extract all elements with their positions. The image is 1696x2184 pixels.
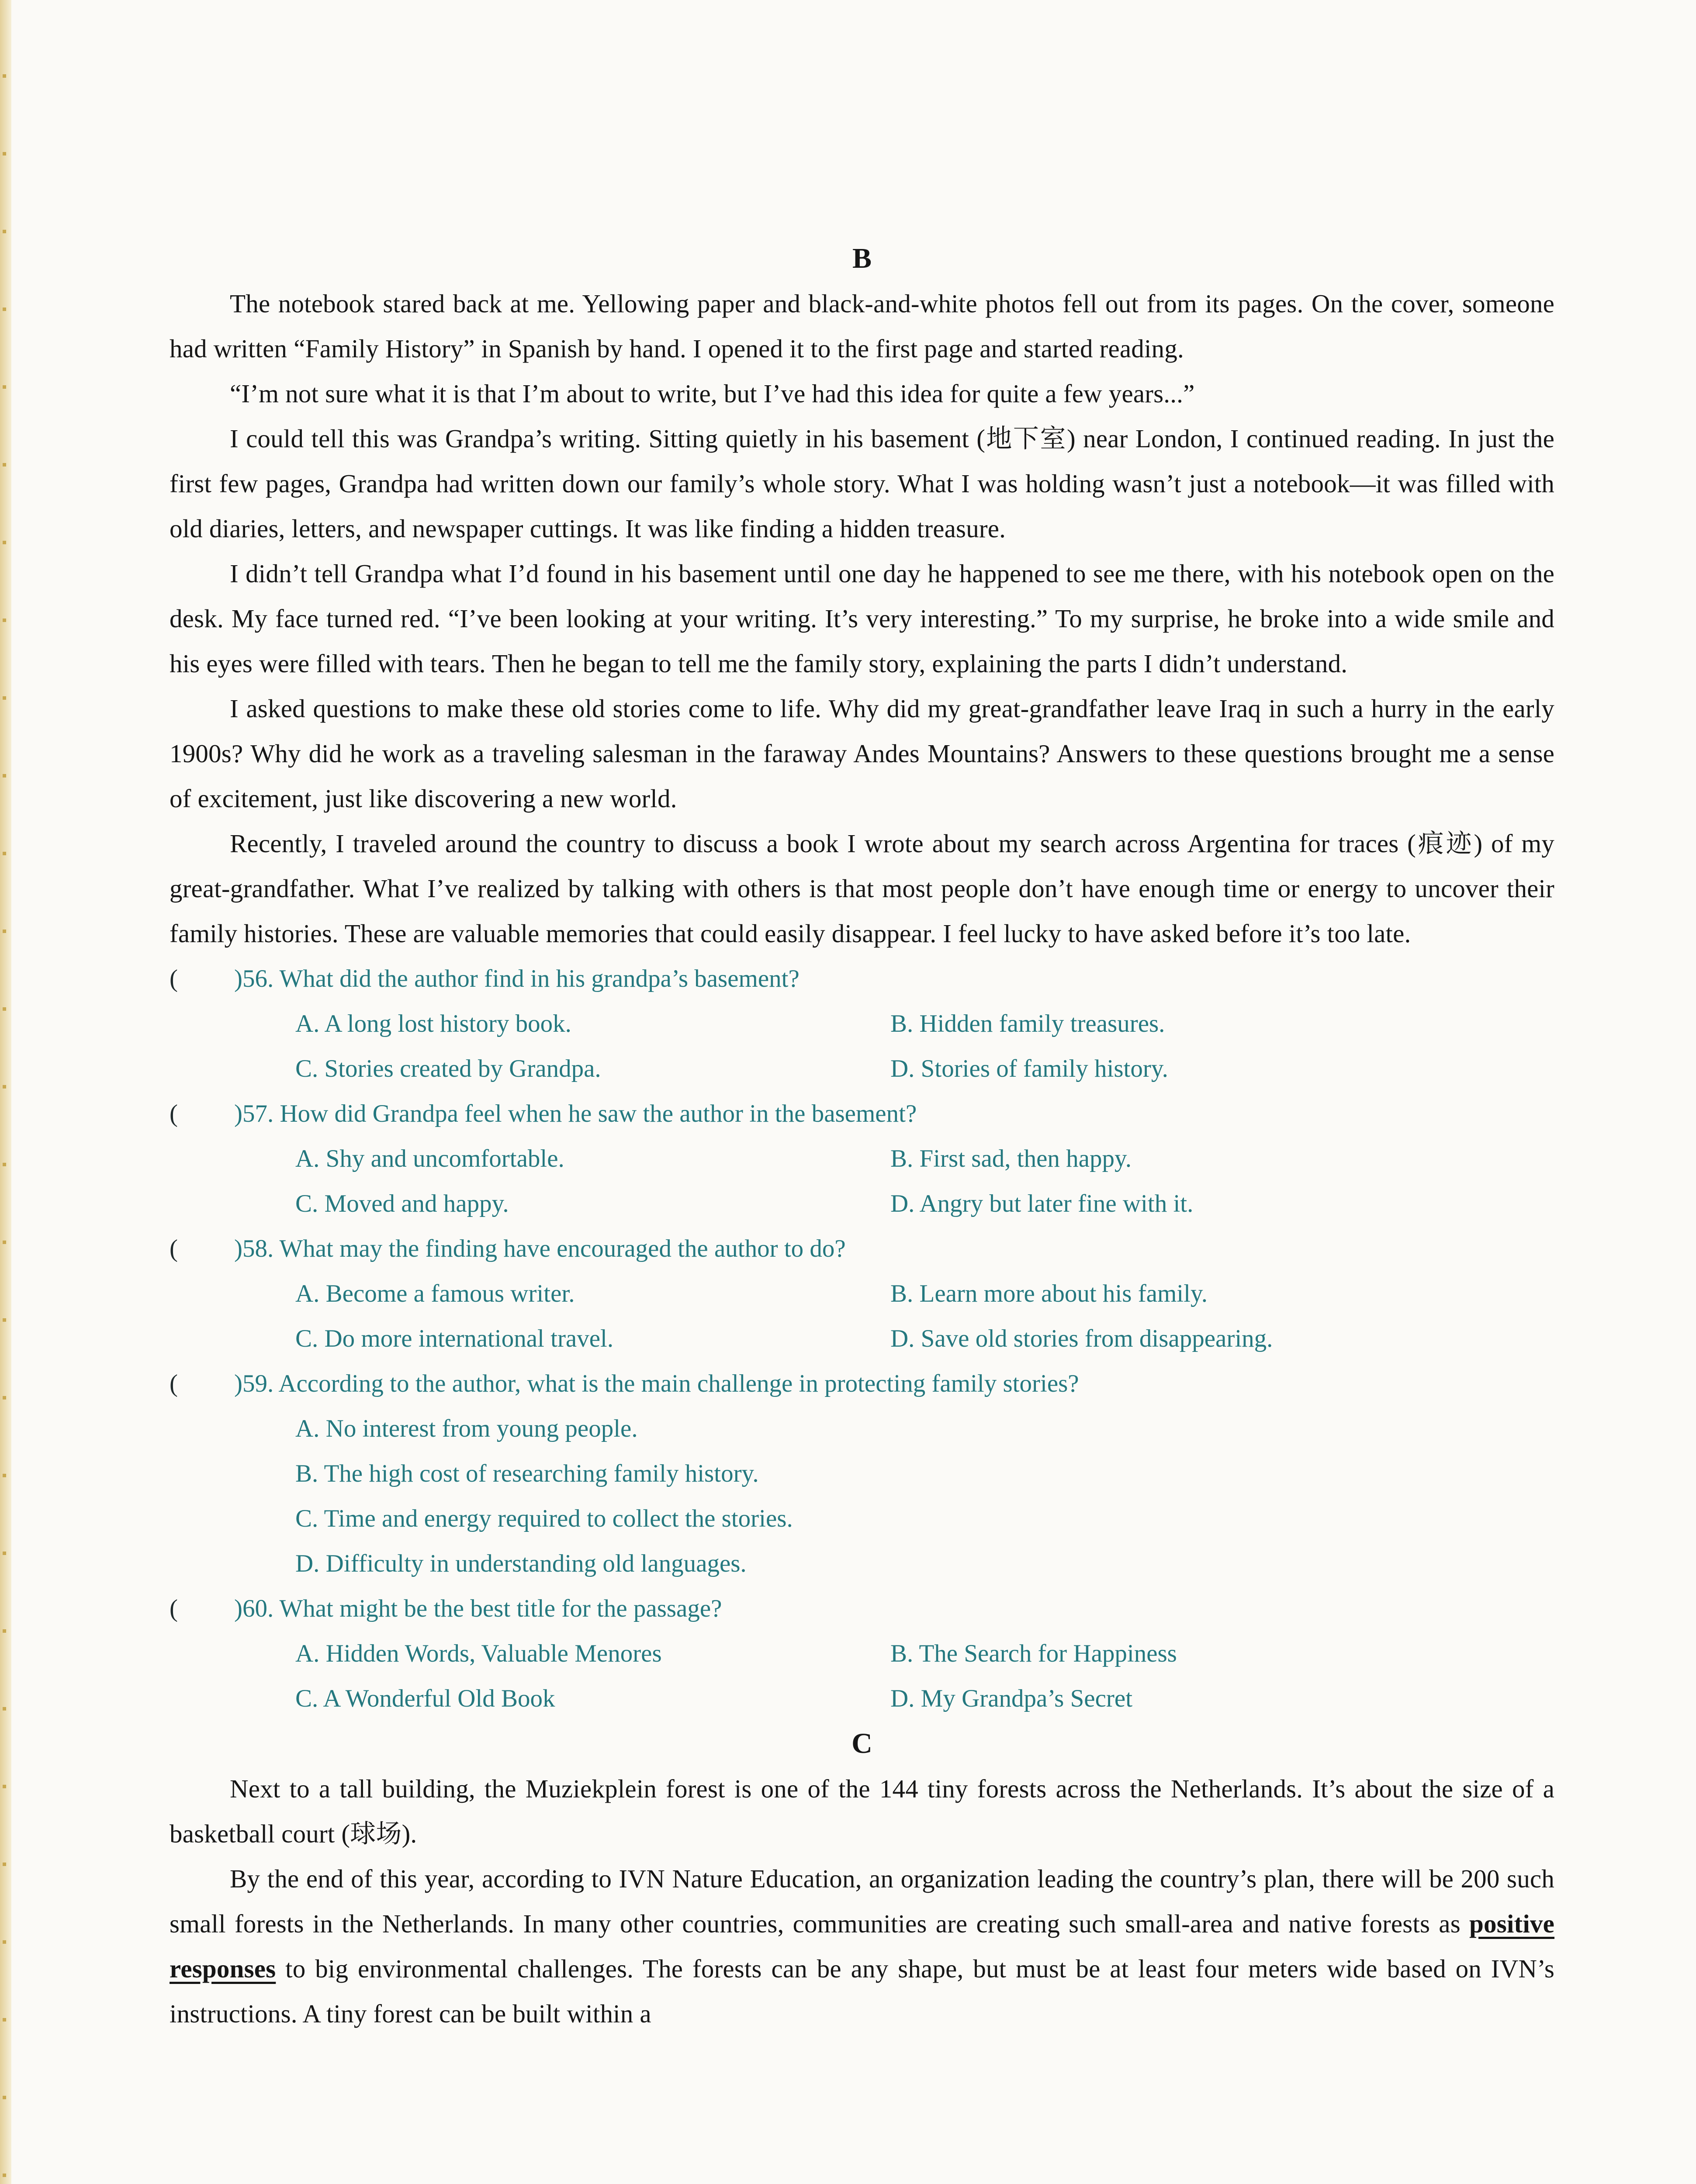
- option-b: B. The high cost of researching family history.: [295, 1460, 759, 1487]
- answer-blank[interactable]: (: [170, 965, 178, 992]
- option-d: D. Difficulty in understanding old languages.: [295, 1550, 747, 1577]
- section-c-heading: C: [851, 1728, 872, 1759]
- option-c: C. Moved and happy.: [295, 1190, 509, 1217]
- option-row: [170, 1676, 1554, 1721]
- passage-b-paragraph: Recently, I traveled around the country to discuss a book I wrote about my search across Argentina for traces (痕迹) of my great-grandfather. What I’ve realized by talking with others is that most people don’t have enough time or energy to uncover their family histories. These are valuable memories that could easily disappear. I feel lucky to have asked before it’s too late.: [170, 829, 1554, 948]
- passage-text: to big environmental challenges. The forests can be any shape, but must be at least four meters wide based on IVN’s instructions. A tiny forest can be built within a: [170, 1954, 1554, 2028]
- question-text: )60. What might be the best title for the passage?: [234, 1595, 722, 1622]
- option-b: B. The Search for Happiness: [890, 1640, 1177, 1667]
- option-row: [170, 1271, 1554, 1316]
- answer-blank[interactable]: (: [170, 1100, 178, 1127]
- option-d: D. Angry but later fine with it.: [890, 1190, 1194, 1217]
- option-row: [170, 1541, 1554, 1586]
- question-text: )57. How did Grandpa feel when he saw the author in the basement?: [234, 1100, 917, 1127]
- option-row: [170, 1451, 1554, 1496]
- option-row: [170, 1181, 1554, 1226]
- question-text: )58. What may the finding have encouraged the author to do?: [234, 1235, 846, 1262]
- answer-blank[interactable]: (: [170, 1235, 178, 1262]
- question-text: )56. What did the author find in his grandpa’s basement?: [234, 965, 800, 992]
- option-row: [170, 1001, 1554, 1046]
- binding-marks: [3, 0, 6, 2184]
- passage-b-paragraph: I asked questions to make these old stories come to life. Why did my great-grandfather leave Iraq in such a hurry in the early 1900s? Why did he work as a traveling salesman in the faraway Andes Mountains? Answers to these questions brought me a sense of excitement, just like discovering a new world.: [170, 694, 1554, 813]
- page-content: [170, 236, 1554, 2036]
- answer-blank[interactable]: (: [170, 1595, 178, 1622]
- option-d: D. Save old stories from disappearing.: [890, 1325, 1273, 1352]
- option-d: D. Stories of family history.: [890, 1055, 1168, 1082]
- option-row: [170, 1046, 1554, 1091]
- option-c: C. Stories created by Grandpa.: [295, 1055, 601, 1082]
- question-59: [170, 1361, 1554, 1406]
- option-row: [170, 1631, 1554, 1676]
- answer-blank[interactable]: (: [170, 1370, 178, 1397]
- option-row: [170, 1496, 1554, 1541]
- option-row: [170, 1406, 1554, 1451]
- option-row: [170, 1316, 1554, 1361]
- option-b: B. First sad, then happy.: [890, 1145, 1132, 1172]
- question-56: [170, 956, 1554, 1001]
- option-a: A. Shy and uncomfortable.: [295, 1145, 564, 1172]
- passage-text: By the end of this year, according to IVN Nature Education, an organization leading the country’s plan, there will be 200 such small forests in the Netherlands. In many other countries, communities are creating such small-area and native forests as: [170, 1864, 1554, 1938]
- passage-b-paragraph: I didn’t tell Grandpa what I’d found in his basement until one day he happened to see me there, with his notebook open on the desk. My face turned red. “I’ve been looking at your writing. It’s very interesting.” To my surprise, he broke into a wide smile and his eyes were filled with tears. Then he began to tell me the family story, explaining the parts I didn’t understand.: [170, 559, 1554, 678]
- binding-edge: [0, 0, 11, 2184]
- option-a: A. Hidden Words, Valuable Menores: [295, 1640, 662, 1667]
- option-c: C. Time and energy required to collect the stories.: [295, 1505, 793, 1532]
- question-57: [170, 1091, 1554, 1136]
- section-b-heading: B: [852, 242, 872, 274]
- question-block: [170, 956, 1554, 1721]
- option-d: D. My Grandpa’s Secret: [890, 1685, 1133, 1712]
- passage-c-paragraph: [170, 1856, 1554, 2036]
- option-a: A. A long lost history book.: [295, 1010, 571, 1037]
- option-a: A. No interest from young people.: [295, 1415, 638, 1442]
- passage-b-paragraph: “I’m not sure what it is that I’m about to write, but I’ve had this idea for quite a few years...”: [230, 379, 1195, 408]
- option-a: A. Become a famous writer.: [295, 1280, 575, 1307]
- passage-c-paragraph: Next to a tall building, the Muziekplein forest is one of the 144 tiny forests across the Netherlands. It’s about the size of a basketball court (球场).: [170, 1774, 1554, 1848]
- option-b: B. Hidden family treasures.: [890, 1010, 1165, 1037]
- option-c: C. Do more international travel.: [295, 1325, 614, 1352]
- underlined-phrase: positive responses: [170, 1909, 1554, 1983]
- passage-b-paragraph: The notebook stared back at me. Yellowing paper and black-and-white photos fell out from its pages. On the cover, someone had written “Family History” in Spanish by hand. I opened it to the first page and started reading.: [170, 289, 1554, 363]
- option-row: [170, 1136, 1554, 1181]
- option-c: C. A Wonderful Old Book: [295, 1685, 555, 1712]
- question-text: )59. According to the author, what is the main challenge in protecting family stories?: [234, 1370, 1079, 1397]
- question-58: [170, 1226, 1554, 1271]
- passage-b-paragraph: I could tell this was Grandpa’s writing. Sitting quietly in his basement (地下室) near London, I continued reading. In just the first few pages, Grandpa had written down our family’s whole story. What I was holding wasn’t just a notebook—it was filled with old diaries, letters, and newspaper cuttings. It was like finding a hidden treasure.: [170, 424, 1554, 543]
- question-60: [170, 1586, 1554, 1631]
- option-b: B. Learn more about his family.: [890, 1280, 1208, 1307]
